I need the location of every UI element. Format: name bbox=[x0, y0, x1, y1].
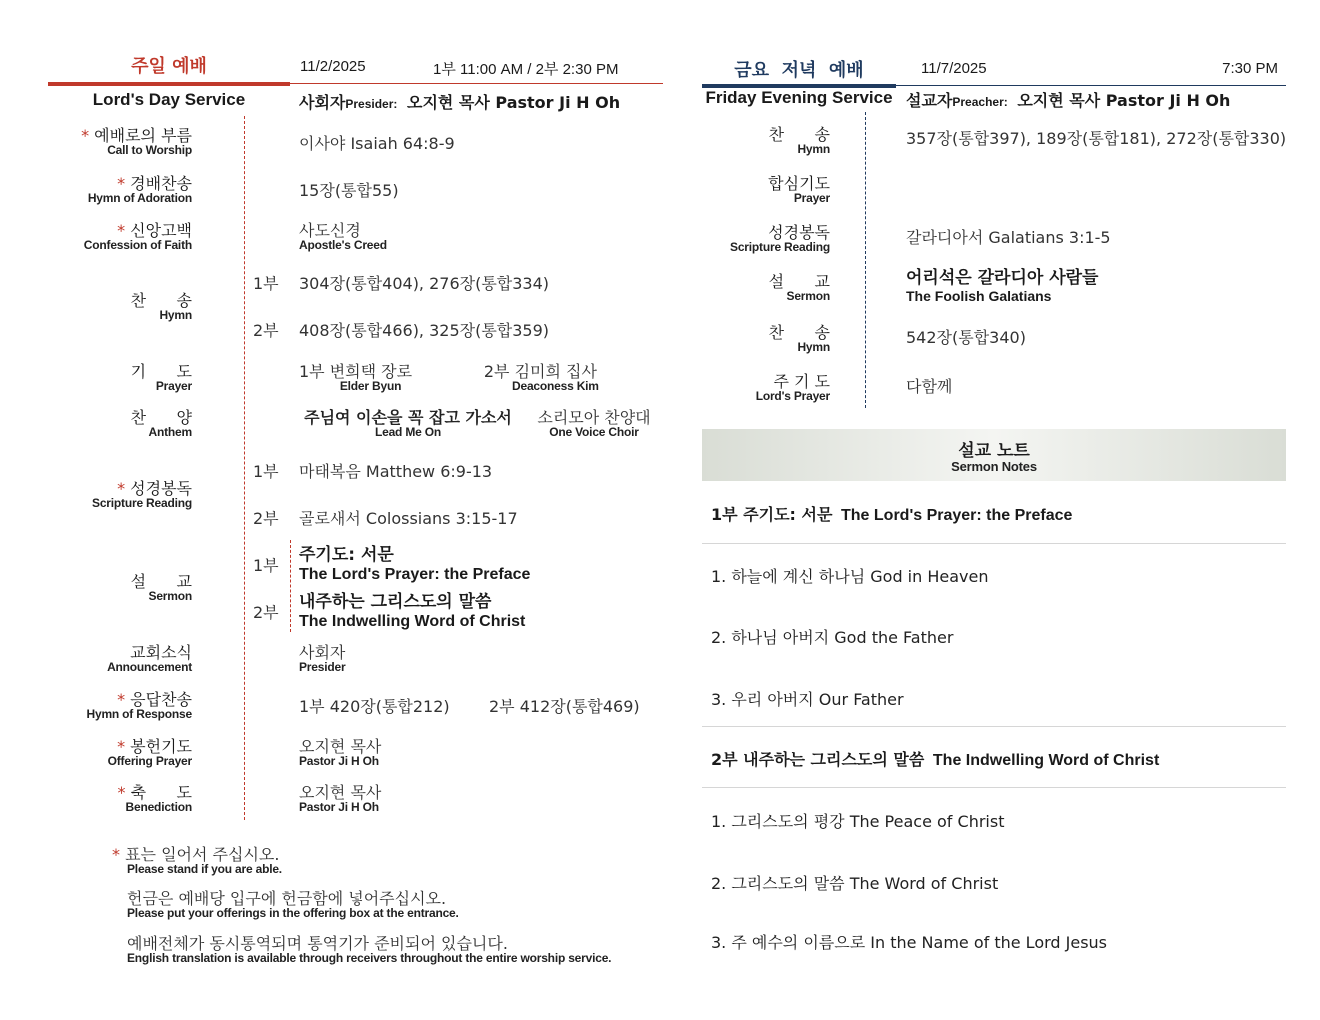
fri-sermon-value: 어리석은 갈라디아 사람들 The Foolish Galatians bbox=[906, 268, 1099, 304]
response-value-1: 1부 420장(통합212) bbox=[299, 697, 450, 716]
right-divider bbox=[865, 112, 866, 408]
item-creed-label: * 신앙고백 Confession of Faith bbox=[83, 221, 192, 252]
item-prayer-label: 기 도 Prayer bbox=[130, 362, 192, 393]
fri-scripture-label: 성경봉독 Scripture Reading bbox=[730, 223, 830, 254]
anthem-song: 주님여 이손을 꼭 잡고 가소서 Lead Me On bbox=[304, 408, 512, 439]
fri-hymn2-label: 찬 송 Hymn bbox=[768, 323, 830, 354]
presider-label-en: Presider: bbox=[345, 97, 398, 111]
hymn-tag-1: 1부 bbox=[253, 274, 279, 293]
left-title-underline bbox=[48, 82, 290, 86]
sermon-title-2: 내주하는 그리스도의 말씀 The Indwelling Word of Christ bbox=[299, 592, 526, 630]
presider-label: 사회자 bbox=[299, 93, 346, 112]
notes-point: 3. 주 예수의 이름으로 In the Name of the Lord Jesus bbox=[711, 933, 1108, 952]
notes-divider bbox=[702, 726, 1286, 727]
preacher-label-en: Preacher: bbox=[952, 95, 1008, 109]
left-times: 1부 11:00 AM / 2부 2:30 PM bbox=[433, 61, 619, 78]
item-anthem-label: 찬 양 Anthem bbox=[130, 408, 192, 439]
prayer-presenter-2: 2부 김미희 집사 Deaconess Kim bbox=[483, 362, 599, 393]
scripture-tag-1: 1부 bbox=[253, 462, 279, 481]
footnote-translation: 예배전체가 동시통역되며 통역기가 준비되어 있습니다. English translation is available through receivers throughout the entire worship service. bbox=[127, 934, 612, 965]
fri-sermon-label: 설 교 Sermon bbox=[768, 272, 830, 303]
preacher-label: 설교자 bbox=[906, 91, 953, 110]
item-sermon-label: 설 교 Sermon bbox=[130, 572, 192, 603]
item-announce-value: 사회자 Presider bbox=[299, 643, 346, 674]
item-announce-label: 교회소식 Announcement bbox=[107, 643, 192, 674]
sermon-notes-title: 설교 노트 Sermon Notes bbox=[951, 441, 1037, 474]
item-benediction-value: 오지현 목사 Pastor Ji H Oh bbox=[299, 783, 382, 814]
sermon-title-1: 주기도: 서문 The Lord's Prayer: the Preface bbox=[299, 545, 531, 583]
fri-prayer-label: 합심기도 Prayer bbox=[768, 174, 830, 205]
left-presider bbox=[299, 90, 620, 113]
item-offering-label: * 봉헌기도 Offering Prayer bbox=[107, 737, 192, 768]
presider-name: 오지현 목사 Pastor Ji H Oh bbox=[406, 93, 621, 112]
fri-hymn1-label: 찬 송 Hymn bbox=[768, 125, 830, 156]
fri-scripture-value: 갈라디아서 Galatians 3:1-5 bbox=[906, 228, 1111, 247]
item-hymn-label: 찬 송 Hymn bbox=[130, 291, 192, 322]
sermon-tag-2: 2부 bbox=[253, 603, 279, 622]
sermon-bracket bbox=[290, 540, 291, 632]
right-title: 금요 저녁 예배 bbox=[734, 60, 864, 81]
preacher-name: 오지현 목사 Pastor Ji H Oh bbox=[1017, 91, 1231, 110]
right-time: 7:30 PM bbox=[1222, 60, 1278, 77]
right-title-en: Friday Evening Service bbox=[705, 88, 893, 107]
left-date: 11/2/2025 bbox=[300, 58, 366, 75]
scripture-tag-2: 2부 bbox=[253, 509, 279, 528]
hymn-value-1: 304장(통합404), 276장(통합334) bbox=[299, 274, 550, 293]
notes-heading-1: 1부 주기도: 서문 The Lord's Prayer: the Preface bbox=[711, 505, 1073, 524]
fri-lords-label: 주 기 도 Lord's Prayer bbox=[755, 372, 830, 403]
item-call-value: 이사야 Isaiah 64:8-9 bbox=[299, 134, 455, 153]
right-title-rule bbox=[896, 85, 1286, 86]
left-divider bbox=[244, 116, 245, 820]
footnote-stand: * 표는 일어서 주십시오. Please stand if you are able. bbox=[112, 845, 282, 876]
right-preacher bbox=[906, 88, 1230, 111]
item-response-label: * 응답찬송 Hymn of Response bbox=[86, 690, 192, 721]
notes-heading-2: 2부 내주하는 그리스도의 말씀 The Indwelling Word of Christ bbox=[711, 750, 1160, 769]
right-date: 11/7/2025 bbox=[921, 60, 987, 77]
left-title: 주일 예배 bbox=[131, 56, 207, 77]
notes-divider bbox=[702, 787, 1286, 788]
footnote-offering: 헌금은 예배당 입구에 헌금함에 넣어주십시오. Please put your offerings in the offering box at the entrance. bbox=[127, 889, 459, 920]
hymn-tag-2: 2부 bbox=[253, 321, 279, 340]
prayer-presenter-1: 1부 변희택 장로 Elder Byun bbox=[299, 362, 413, 393]
hymn-value-2: 408장(통합466), 325장(통합359) bbox=[299, 321, 550, 340]
item-creed-value: 사도신경 Apostle's Creed bbox=[299, 221, 387, 252]
scripture-value-2: 골로새서 Colossians 3:15-17 bbox=[299, 509, 518, 528]
sermon-tag-1: 1부 bbox=[253, 556, 279, 575]
fri-hymn2-value: 542장(통합340) bbox=[906, 328, 1026, 347]
scripture-value-1: 마태복음 Matthew 6:9-13 bbox=[299, 462, 493, 481]
notes-point: 2. 하나님 아버지 God the Father bbox=[711, 628, 954, 647]
item-adoration-label: * 경배찬송 Hymn of Adoration bbox=[87, 174, 192, 205]
left-title-en: Lord's Day Service bbox=[92, 90, 246, 109]
item-benediction-label: * 축 도 Benediction bbox=[117, 783, 192, 814]
item-call-label: * 예배로의 부름 Call to Worship bbox=[81, 126, 192, 157]
notes-divider bbox=[702, 543, 1286, 544]
fri-hymn1-value: 357장(통합397), 189장(통합181), 272장(통합330) bbox=[906, 129, 1287, 148]
item-scripture-label: * 성경봉독 Scripture Reading bbox=[92, 479, 192, 510]
notes-point: 2. 그리스도의 말씀 The Word of Christ bbox=[711, 874, 999, 893]
response-value-2: 2부 412장(통합469) bbox=[489, 697, 640, 716]
notes-point: 1. 하늘에 계신 하나님 God in Heaven bbox=[711, 567, 989, 586]
anthem-choir: 소리모아 찬양대 One Voice Choir bbox=[537, 408, 651, 439]
item-offering-value: 오지현 목사 Pastor Ji H Oh bbox=[299, 737, 382, 768]
item-adoration-value: 15장(통합55) bbox=[299, 181, 399, 200]
notes-point: 3. 우리 아버지 Our Father bbox=[711, 690, 904, 709]
left-title-rule bbox=[290, 83, 663, 84]
notes-point: 1. 그리스도의 평강 The Peace of Christ bbox=[711, 812, 1005, 831]
fri-lords-value: 다함께 bbox=[906, 377, 953, 396]
